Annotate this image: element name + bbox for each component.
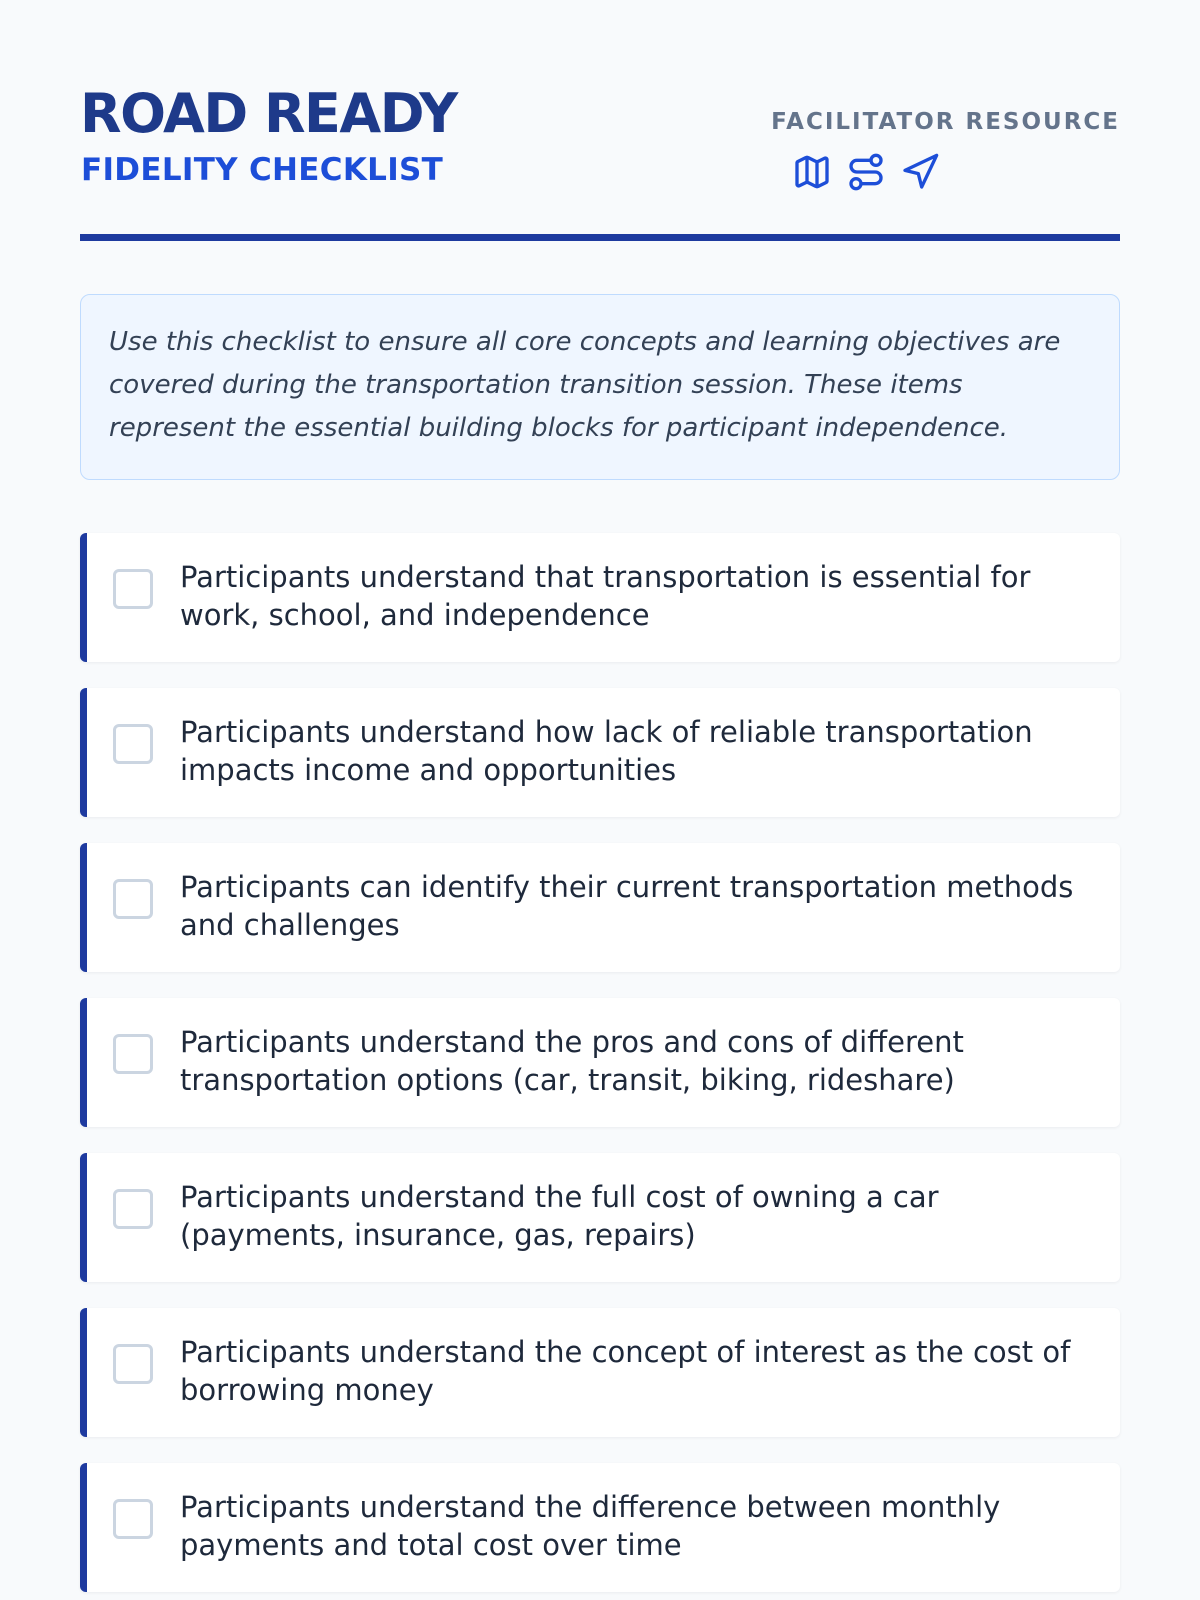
checklist-item[interactable] [80, 843, 1120, 972]
checkbox[interactable] [113, 724, 153, 764]
checklist-item[interactable] [80, 688, 1120, 817]
page-header [80, 0, 1120, 241]
checklist-item-label: Participants understand the full cost of owning a car (payments, insurance, gas, repairs) [180, 1180, 939, 1252]
checkbox[interactable] [113, 879, 153, 919]
page-title: ROAD READY [80, 82, 457, 145]
checklist-item[interactable] [80, 1308, 1120, 1437]
checkbox[interactable] [113, 569, 153, 609]
checklist-item-label: Participants understand the difference between monthly payments and total cost over time [180, 1490, 1001, 1562]
checklist-item-label: Participants can identify their current transportation methods and challenges [180, 870, 1074, 942]
checklist-item-label: Participants understand how lack of reliable transportation impacts income and opportunities [180, 715, 1033, 787]
checklist-item-label: Participants understand the concept of interest as the cost of borrowing money [180, 1335, 1071, 1407]
header-icons [792, 152, 940, 192]
checklist-item-label: Participants understand that transportation is essential for work, school, and independence [180, 560, 1031, 632]
navigation-icon [900, 152, 940, 192]
intro-box [80, 294, 1120, 480]
checklist-item[interactable] [80, 1153, 1120, 1282]
checklist-item-label: Participants understand the pros and cons of different transportation options (car, transit, biking, rideshare) [180, 1025, 964, 1097]
checklist-item[interactable] [80, 533, 1120, 662]
checkbox[interactable] [113, 1344, 153, 1384]
checklist-item[interactable] [80, 1463, 1120, 1592]
map-icon [792, 152, 832, 192]
checkbox[interactable] [113, 1034, 153, 1074]
resource-label: FACILITATOR RESOURCE [771, 109, 1120, 135]
intro-text: Use this checklist to ensure all core concepts and learning objectives are covered during the transportation transition session. These items represent the essential building blocks for participant independence. [109, 327, 1061, 443]
checklist [80, 533, 1120, 1600]
checkbox[interactable] [113, 1189, 153, 1229]
route-icon [846, 152, 886, 192]
checklist-item[interactable] [80, 998, 1120, 1127]
page-subtitle: FIDELITY CHECKLIST [81, 152, 444, 188]
checkbox[interactable] [113, 1499, 153, 1539]
